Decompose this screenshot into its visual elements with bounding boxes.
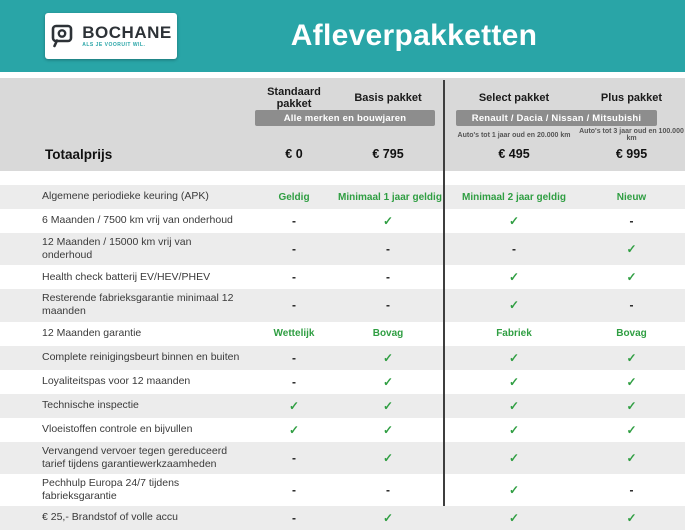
brands-badge-left: Alle merken en bouwjaren [255, 110, 435, 126]
cell-value: Geldig [278, 191, 310, 203]
column-header-basis: Basis pakket [354, 92, 422, 104]
cell-value: - [292, 511, 296, 525]
cell-value: ✓ [508, 511, 520, 525]
table-row [0, 233, 685, 265]
row-label: Vloeistoffen controle en bijvullen [42, 422, 193, 435]
bochane-logo [45, 13, 177, 59]
cell-value: Wettelijk [273, 328, 315, 339]
bochane-logo-icon [50, 23, 76, 49]
cell-value: ✓ [626, 242, 637, 257]
cell-value: ✓ [508, 298, 520, 313]
cell-value: Bovag [616, 328, 647, 339]
cell-value: - [629, 482, 634, 497]
cell-value: Fabriek [496, 328, 532, 339]
cell-value: - [386, 298, 390, 313]
row-label: Technische inspectie [42, 398, 139, 411]
cell-value: - [292, 298, 296, 313]
band-gap [0, 171, 685, 185]
cell-value: ✓ [626, 270, 637, 285]
cell-value: ✓ [508, 214, 520, 228]
cell-value: ✓ [288, 398, 300, 413]
cell-value: ✓ [382, 214, 394, 228]
table-row [0, 346, 685, 370]
table-row [0, 265, 685, 289]
table-row [0, 370, 685, 394]
row-label: Health check batterij EV/HEV/PHEV [42, 270, 211, 283]
select-note: Auto's tot 1 jaar oud en 20.000 km [457, 131, 571, 139]
table-row [0, 418, 685, 442]
header-bar [0, 0, 685, 72]
cell-value: - [292, 450, 296, 465]
cell-value: ✓ [508, 450, 520, 465]
cell-value: ✓ [626, 511, 637, 525]
cell-value: ✓ [382, 350, 394, 365]
column-header-plus: Plus pakket [600, 92, 663, 104]
cell-value: ✓ [626, 450, 637, 465]
cell-value: - [292, 350, 296, 365]
cell-value: ✓ [508, 350, 520, 365]
cell-value: - [629, 214, 634, 228]
column-header-select: Select pakket [478, 92, 550, 104]
logo-wordmark: BOCHANE [82, 23, 172, 42]
cell-value: ✓ [382, 511, 394, 525]
cell-value: - [386, 270, 390, 285]
row-label: Complete reinigingsbeurt binnen en buiten [42, 350, 240, 363]
plus-note: Auto's tot 3 jaar oud en 100.000 km [579, 128, 684, 142]
cell-value: Bovag [372, 328, 404, 339]
cell-value: ✓ [382, 398, 394, 413]
table-row [0, 289, 685, 321]
feature-rows [0, 185, 685, 530]
table-row [0, 506, 685, 530]
table-row [0, 209, 685, 233]
total-price-basis: € 795 [372, 147, 404, 161]
total-price-label: Totaalprijs [45, 146, 113, 162]
cell-value: ✓ [288, 422, 300, 437]
cell-value: - [386, 242, 390, 257]
column-group-divider [443, 80, 445, 506]
column-header-row [0, 86, 685, 108]
cell-value: ✓ [508, 374, 520, 389]
cell-value: Nieuw [616, 191, 647, 203]
row-label: Pechhulp Europa 24/7 tijdens fabrieksgarantie [42, 476, 180, 502]
logo-text-wrap [82, 24, 171, 48]
cell-value: - [292, 270, 296, 285]
cell-value: ✓ [508, 422, 520, 437]
cell-value: - [292, 482, 296, 497]
cell-value: - [292, 214, 296, 228]
cell-value: - [292, 242, 296, 257]
total-price-plus: € 995 [615, 147, 648, 161]
row-label: Loyaliteitspas voor 12 maanden [42, 374, 191, 387]
cell-value: ✓ [382, 374, 394, 389]
total-price-row [0, 141, 685, 167]
column-header-standaard: Standaard pakket [267, 86, 321, 110]
badge-row [0, 108, 685, 128]
cell-value: ✓ [508, 270, 520, 285]
row-label: 6 Maanden / 7500 km vrij van onderhoud [42, 214, 233, 227]
row-label: 12 Maanden garantie [42, 326, 142, 339]
cell-value: ✓ [626, 422, 637, 437]
cell-value: Minimaal 1 jaar geldig [338, 191, 442, 203]
cell-value: ✓ [382, 450, 394, 465]
row-label: Vervangend vervoer tegen gereduceerd tarief tijdens garantiewerkzaamheden [42, 444, 228, 470]
total-price-standaard: € 0 [285, 147, 303, 161]
cell-value: ✓ [626, 350, 637, 365]
cell-value: Minimaal 2 jaar geldig [462, 191, 566, 203]
brands-badge-right: Renault / Dacia / Nissan / Mitsubishi [456, 110, 657, 126]
cell-value: ✓ [508, 398, 520, 413]
cell-value: ✓ [508, 482, 520, 497]
table-row [0, 442, 685, 474]
cell-value: - [512, 242, 516, 257]
table-row [0, 322, 685, 346]
cell-value: ✓ [626, 398, 637, 413]
table-header-band [0, 78, 685, 171]
cell-value: - [629, 298, 634, 313]
row-label: 12 Maanden / 15000 km vrij van onderhoud [42, 236, 192, 262]
note-row [0, 128, 685, 141]
cell-value: ✓ [382, 422, 394, 437]
table-row [0, 394, 685, 418]
page-title: Afleverpakketten [290, 19, 538, 52]
row-label: € 25,- Brandstof of volle accu [42, 511, 178, 524]
logo-tagline: ALS JE VOORUIT WIL. [82, 42, 146, 48]
row-label: Resterende fabrieksgarantie minimaal 12 maanden [42, 292, 234, 318]
row-label: Algemene periodieke keuring (APK) [42, 190, 209, 203]
cell-value: - [386, 482, 390, 497]
total-price-select: € 495 [498, 147, 530, 161]
table-row [0, 474, 685, 506]
table-row [0, 185, 685, 209]
cell-value: - [292, 374, 296, 389]
cell-value: ✓ [626, 374, 637, 389]
